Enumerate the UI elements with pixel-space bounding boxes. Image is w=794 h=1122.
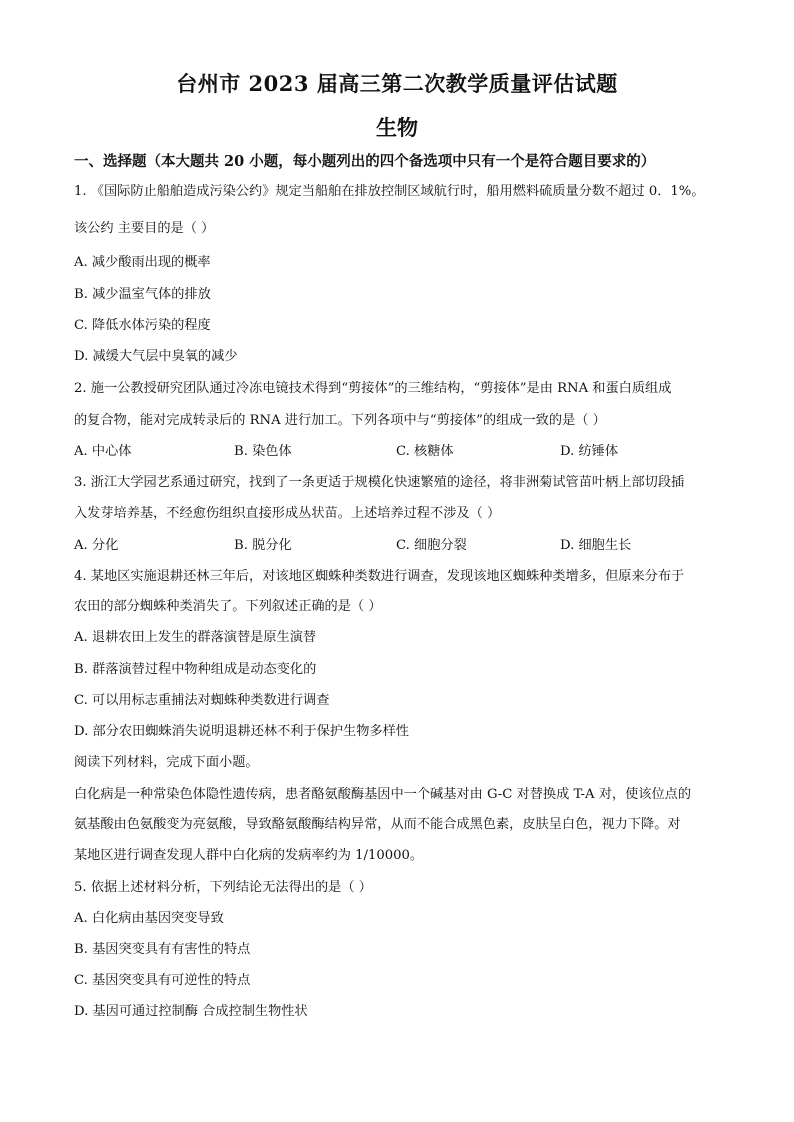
question-5-option-c: C. 基因突变具有可逆性的特点 xyxy=(74,973,251,988)
question-2-option-d: D. 纺锤体 xyxy=(560,444,619,459)
question-2-option-c: C. 核糖体 xyxy=(396,444,454,459)
material-intro: 阅读下列材料，完成下面小题。 xyxy=(74,755,259,770)
question-3-option-d: D. 细胞生长 xyxy=(560,538,632,553)
question-1-line-1: 1. 《国际防止船舶造成污染公约》规定当船舶在排放控制区域航行时，船用燃料硫质量分数不超过 0．1%。 xyxy=(74,184,705,199)
question-5-line-1: 5. 依据上述材料分析，下列结论无法得出的是（ ） xyxy=(74,880,372,895)
section-heading: 一、选择题（本大题共 20 小题，每小题列出的四个备选项中只有一个是符合题目要求的） xyxy=(74,153,656,170)
question-1-option-a: A. 减少酸雨出现的概率 xyxy=(74,255,211,270)
question-5-option-a: A. 白化病由基因突变导致 xyxy=(74,911,224,926)
question-3-line-2: 入发芽培养基，不经愈伤组织直接形成丛状苗。上述培养过程不涉及（ ） xyxy=(74,506,501,521)
question-2-line-1: 2. 施一公教授研究团队通过冷冻电镜技术得到“剪接体”的三维结构，“剪接体”是由 RNA 和蛋白质组成 xyxy=(74,381,672,396)
material-line-1: 白化病是一种常染色体隐性遗传病，患者酪氨酸酶基因中一个碱基对由 G-C 对替换成 T-A 对，使该位点的 xyxy=(74,787,692,802)
question-2-option-a: A. 中心体 xyxy=(74,444,132,459)
material-line-3: 某地区进行调查发现人群中白化病的发病率约为 1/10000。 xyxy=(74,848,424,863)
material-line-2: 氨基酸由色氨酸变为亮氨酸，导致酪氨酸酶结构异常，从而不能合成黑色素，皮肤呈白色，视力下降。对 xyxy=(74,817,681,832)
question-4-option-a: A. 退耕农田上发生的群落演替是原生演替 xyxy=(74,630,317,645)
question-3-line-1: 3. 浙江大学园艺系通过研究，找到了一条更适于规模化快速繁殖的途径，将非洲菊试管苗叶柄上部切段插 xyxy=(74,475,685,490)
page-title: 台州市 2023 届高三第二次教学质量评估试题 xyxy=(176,71,618,96)
question-2-option-b: B. 染色体 xyxy=(234,444,292,459)
question-4-option-b: B. 群落演替过程中物种组成是动态变化的 xyxy=(74,662,317,677)
question-5-option-d: D. 基因可通过控制酶 合成控制生物性状 xyxy=(74,1004,308,1019)
subject-title: 生物 xyxy=(376,115,418,140)
question-1-option-b: B. 减少温室气体的排放 xyxy=(74,287,211,302)
question-3-option-c: C. 细胞分裂 xyxy=(396,538,467,553)
question-5-option-b: B. 基因突变具有有害性的特点 xyxy=(74,942,251,957)
question-4-line-1: 4. 某地区实施退耕还林三年后，对该地区蜘蛛种类数进行调查，发现该地区蜘蛛种类增多，但原来分布于 xyxy=(74,569,685,584)
question-1-option-c: C. 降低水体污染的程度 xyxy=(74,318,211,333)
question-3-option-a: A. 分化 xyxy=(74,538,119,553)
question-1-option-d: D. 减缓大气层中臭氧的减少 xyxy=(74,349,238,364)
question-2-line-2: 的复合物，能对完成转录后的 RNA 进行加工。下列各项中与“剪接体”的组成一致的是（ ） xyxy=(74,413,606,428)
question-3-option-b: B. 脱分化 xyxy=(234,538,292,553)
question-4-line-2: 农田的部分蜘蛛种类消失了。下列叙述正确的是（ ） xyxy=(74,599,382,614)
question-4-option-d: D. 部分农田蜘蛛消失说明退耕还林不利于保护生物多样性 xyxy=(74,724,409,739)
question-4-option-c: C. 可以用标志重捕法对蜘蛛种类数进行调查 xyxy=(74,693,330,708)
question-1-line-2: 该公约 主要目的是（ ） xyxy=(74,221,215,236)
